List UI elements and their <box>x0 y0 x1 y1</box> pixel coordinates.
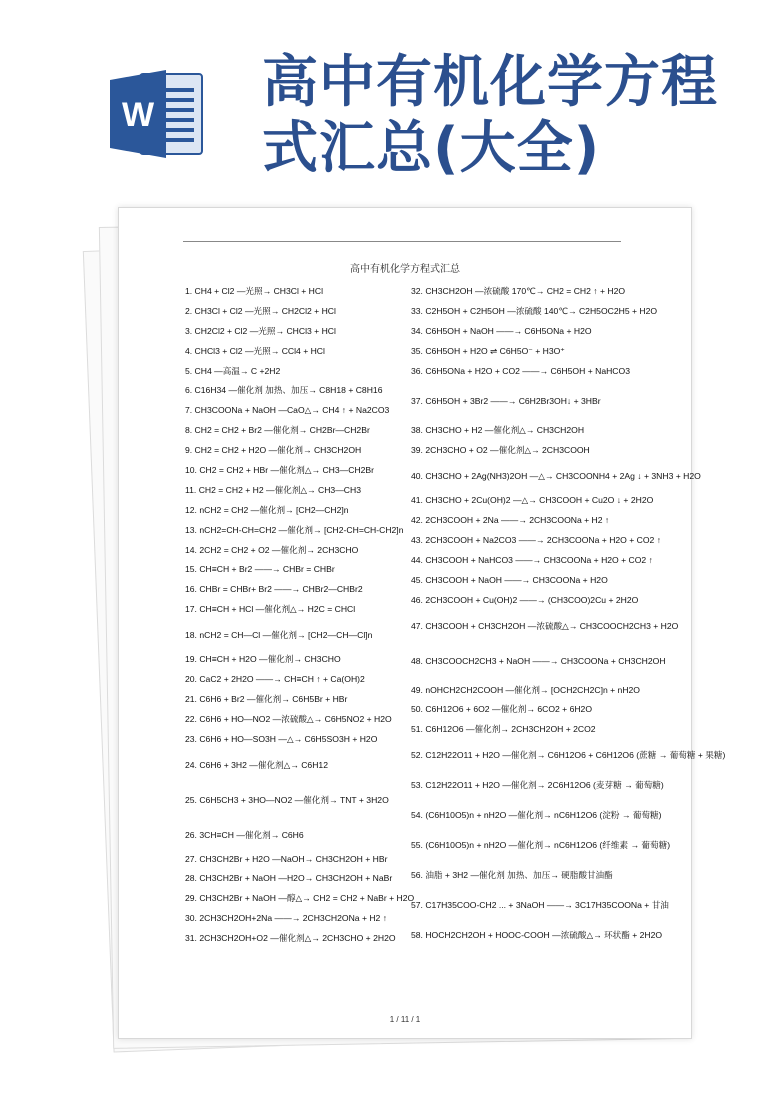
equation-line: 11. CH2 = CH2 + H2 —催化剂△→ CH3—CH3 <box>185 484 361 495</box>
equation-line: 39. 2CH3CHO + O2 —催化剂△→ 2CH3COOH <box>411 445 590 456</box>
equation-line: 36. C6H5ONa + H2O + CO2 ——→ C6H5OH + NaHCO3 <box>411 365 630 376</box>
equation-line: 55. (C6H10O5)n + nH2O —催化剂→ nC6H12O6 (纤维素 → 葡萄糖) <box>411 840 671 851</box>
page-title: 高中有机化学方程式汇总(大全) <box>262 50 718 181</box>
equation-line: 43. 2CH3COOH + Na2CO3 ——→ 2CH3COONa + H2O + CO2 ↑ <box>411 535 662 546</box>
equation-line: 50. C6H12O6 + 6O2 —催化剂→ 6CO2 + 6H2O <box>411 704 593 715</box>
equation-line: 33. C2H5OH + C2H5OH —浓硫酸 140℃→ C2H5OC2H5 + H2O <box>411 305 658 316</box>
equation-line: 19. CH≡CH + H2O —催化剂→ CH3CHO <box>185 654 341 665</box>
equation-line: 30. 2CH3CH2OH+2Na ——→ 2CH3CH2ONa + H2 ↑ <box>185 913 388 924</box>
equation-line: 24. C6H6 + 3H2 —催化剂△→ C6H12 <box>185 759 328 770</box>
hero-banner <box>0 0 780 200</box>
equation-line: 44. CH3COOH + NaHCO3 ——→ CH3COONa + H2O + CO2 ↑ <box>411 554 653 565</box>
equation-line: 20. CaC2 + 2H2O ——→ CH≡CH ↑ + Ca(OH)2 <box>185 674 365 685</box>
equation-line: 18. nCH2 = CH—Cl —催化剂→ [CH2—CH—Cl]n <box>185 630 373 641</box>
equation-line: 58. HOCH2CH2OH + HOOC-COOH —浓硫酸△→ 环状酯 + 2H2O <box>411 930 663 941</box>
equation-line: 13. nCH2=CH-CH=CH2 —催化剂→ [CH2-CH=CH-CH2]n <box>185 524 404 535</box>
equation-line: 12. nCH2 = CH2 —催化剂→ [CH2—CH2]n <box>185 504 349 515</box>
equation-line: 47. CH3COOH + CH3CH2OH —浓硫酸△→ CH3COOCH2CH3 + H2O <box>411 620 679 631</box>
document-page <box>118 207 726 1039</box>
equation-line: 34. C6H5OH + NaOH ——→ C6H5ONa + H2O <box>411 325 592 336</box>
equation-line: 5. CH4 —高温→ C +2H2 <box>185 365 281 376</box>
equation-line: 4. CHCl3 + Cl2 —光照→ CCl4 + HCl <box>185 345 325 356</box>
equation-line: 21. C6H6 + Br2 —催化剂→ C6H5Br + HBr <box>185 693 348 704</box>
equation-line: 48. CH3COOCH2CH3 + NaOH ——→ CH3COONa + CH3CH2OH <box>411 655 666 666</box>
equation-line: 53. C12H22O11 + H2O —催化剂→ 2C6H12O6 (麦芽糖 → 葡萄糖) <box>411 780 664 791</box>
equation-line: 23. C6H6 + HO—SO3H —△→ C6H5SO3H + H2O <box>185 733 378 744</box>
equation-column-right <box>411 282 726 950</box>
document-title: 高中有机化学方程式汇总 <box>350 264 460 275</box>
equation-line: 27. CH3CH2Br + H2O —NaOH→ CH3CH2OH + HBr <box>185 853 388 864</box>
equation-line: 22. C6H6 + HO—NO2 —浓硫酸△→ C6H5NO2 + H2O <box>185 713 392 724</box>
equation-line: 2. CH3Cl + Cl2 —光照→ CH2Cl2 + HCl <box>185 305 336 316</box>
equation-line: 29. CH3CH2Br + NaOH —醇△→ CH2 = CH2 + NaBr + H2O <box>185 893 415 904</box>
equation-line: 8. CH2 = CH2 + Br2 —催化剂→ CH2Br—CH2Br <box>185 425 370 436</box>
equation-line: 6. C16H34 —催化剂 加热、加压→ C8H18 + C8H16 <box>185 385 383 396</box>
equation-column-left <box>185 282 415 949</box>
equation-line: 35. C6H5OH + H2O ⇌ C6H5O⁻ + H3O⁺ <box>411 345 565 356</box>
equation-line: 57. C17H35COO-CH2 ... + 3NaOH ——→ 3C17H35COONa + 甘油 <box>411 900 669 911</box>
equation-line: 51. C6H12O6 —催化剂→ 2CH3CH2OH + 2CO2 <box>411 724 596 735</box>
equation-line: 37. C6H5OH + 3Br2 ——→ C6H2Br3OH↓ + 3HBr <box>411 396 601 407</box>
equation-line: 1. CH4 + Cl2 —光照→ CH3Cl + HCl <box>185 286 324 296</box>
equation-line: 54. (C6H10O5)n + nH2O —催化剂→ nC6H12O6 (淀粉 → 葡萄糖) <box>411 810 662 821</box>
equation-line: 45. CH3COOH + NaOH ——→ CH3COONa + H2O <box>411 574 608 585</box>
equation-line: 15. CH≡CH + Br2 ——→ CHBr = CHBr <box>185 564 335 575</box>
page-number: 1 / 11 / 1 <box>389 1015 421 1024</box>
equation-line: 17. CH≡CH + HCl —催化剂△→ H2C = CHCl <box>185 604 356 615</box>
equation-line: 7. CH3COONa + NaOH —CaO△→ CH4 ↑ + Na2CO3 <box>185 405 390 416</box>
equation-line: 41. CH3CHO + 2Cu(OH)2 —△→ CH3COOH + Cu2O ↓ + 2H2O <box>411 495 654 506</box>
header-rule <box>183 241 621 242</box>
equation-line: 46. 2CH3COOH + Cu(OH)2 ——→ (CH3COO)2Cu + 2H2O <box>411 594 639 605</box>
equation-line: 31. 2CH3CH2OH+O2 —催化剂△→ 2CH3CHO + 2H2O <box>185 933 396 944</box>
equation-line: 49. nOHCH2CH2COOH —催化剂→ [OCH2CH2C]n + nH2O <box>411 684 640 695</box>
equation-line: 56. 油脂 + 3H2 —催化剂 加热、加压→ 硬脂酸甘油酯 <box>411 870 613 881</box>
equation-line: 26. 3CH≡CH —催化剂→ C6H6 <box>185 829 304 840</box>
equation-line: 25. C6H5CH3 + 3HO—NO2 —催化剂→ TNT + 3H2O <box>185 794 389 805</box>
equation-line: 10. CH2 = CH2 + HBr —催化剂△→ CH3—CH2Br <box>185 465 375 476</box>
equation-line: 14. 2CH2 = CH2 + O2 —催化剂→ 2CH3CHO <box>185 544 359 555</box>
word-icon-letter: W <box>121 96 155 134</box>
equation-line: 38. CH3CHO + H2 —催化剂△→ CH3CH2OH <box>411 425 585 436</box>
equation-line: 52. C12H22O11 + H2O —催化剂→ C6H12O6 + C6H12O6 (蔗糖 → 葡萄糖 + 果糖) <box>411 750 726 761</box>
equation-line: 9. CH2 = CH2 + H2O —催化剂→ CH3CH2OH <box>185 445 362 456</box>
equation-line: 42. 2CH3COOH + 2Na ——→ 2CH3COONa + H2 ↑ <box>411 515 610 526</box>
equation-line: 3. CH2Cl2 + Cl2 —光照→ CHCl3 + HCl <box>185 325 336 336</box>
word-doc-icon <box>108 66 208 162</box>
equation-line: 32. CH3CH2OH —浓硫酸 170℃→ CH2 = CH2 ↑ + H2O <box>411 286 626 296</box>
equation-line: 40. CH3CHO + 2Ag(NH3)2OH —△→ CH3COONH4 + 2Ag ↓ + 3NH3 + H2O <box>411 471 701 482</box>
equation-line: 16. CHBr = CHBr+ Br2 ——→ CHBr2—CHBr2 <box>185 584 363 595</box>
equation-line: 28. CH3CH2Br + NaOH —H2O→ CH3CH2OH + NaBr <box>185 873 393 884</box>
